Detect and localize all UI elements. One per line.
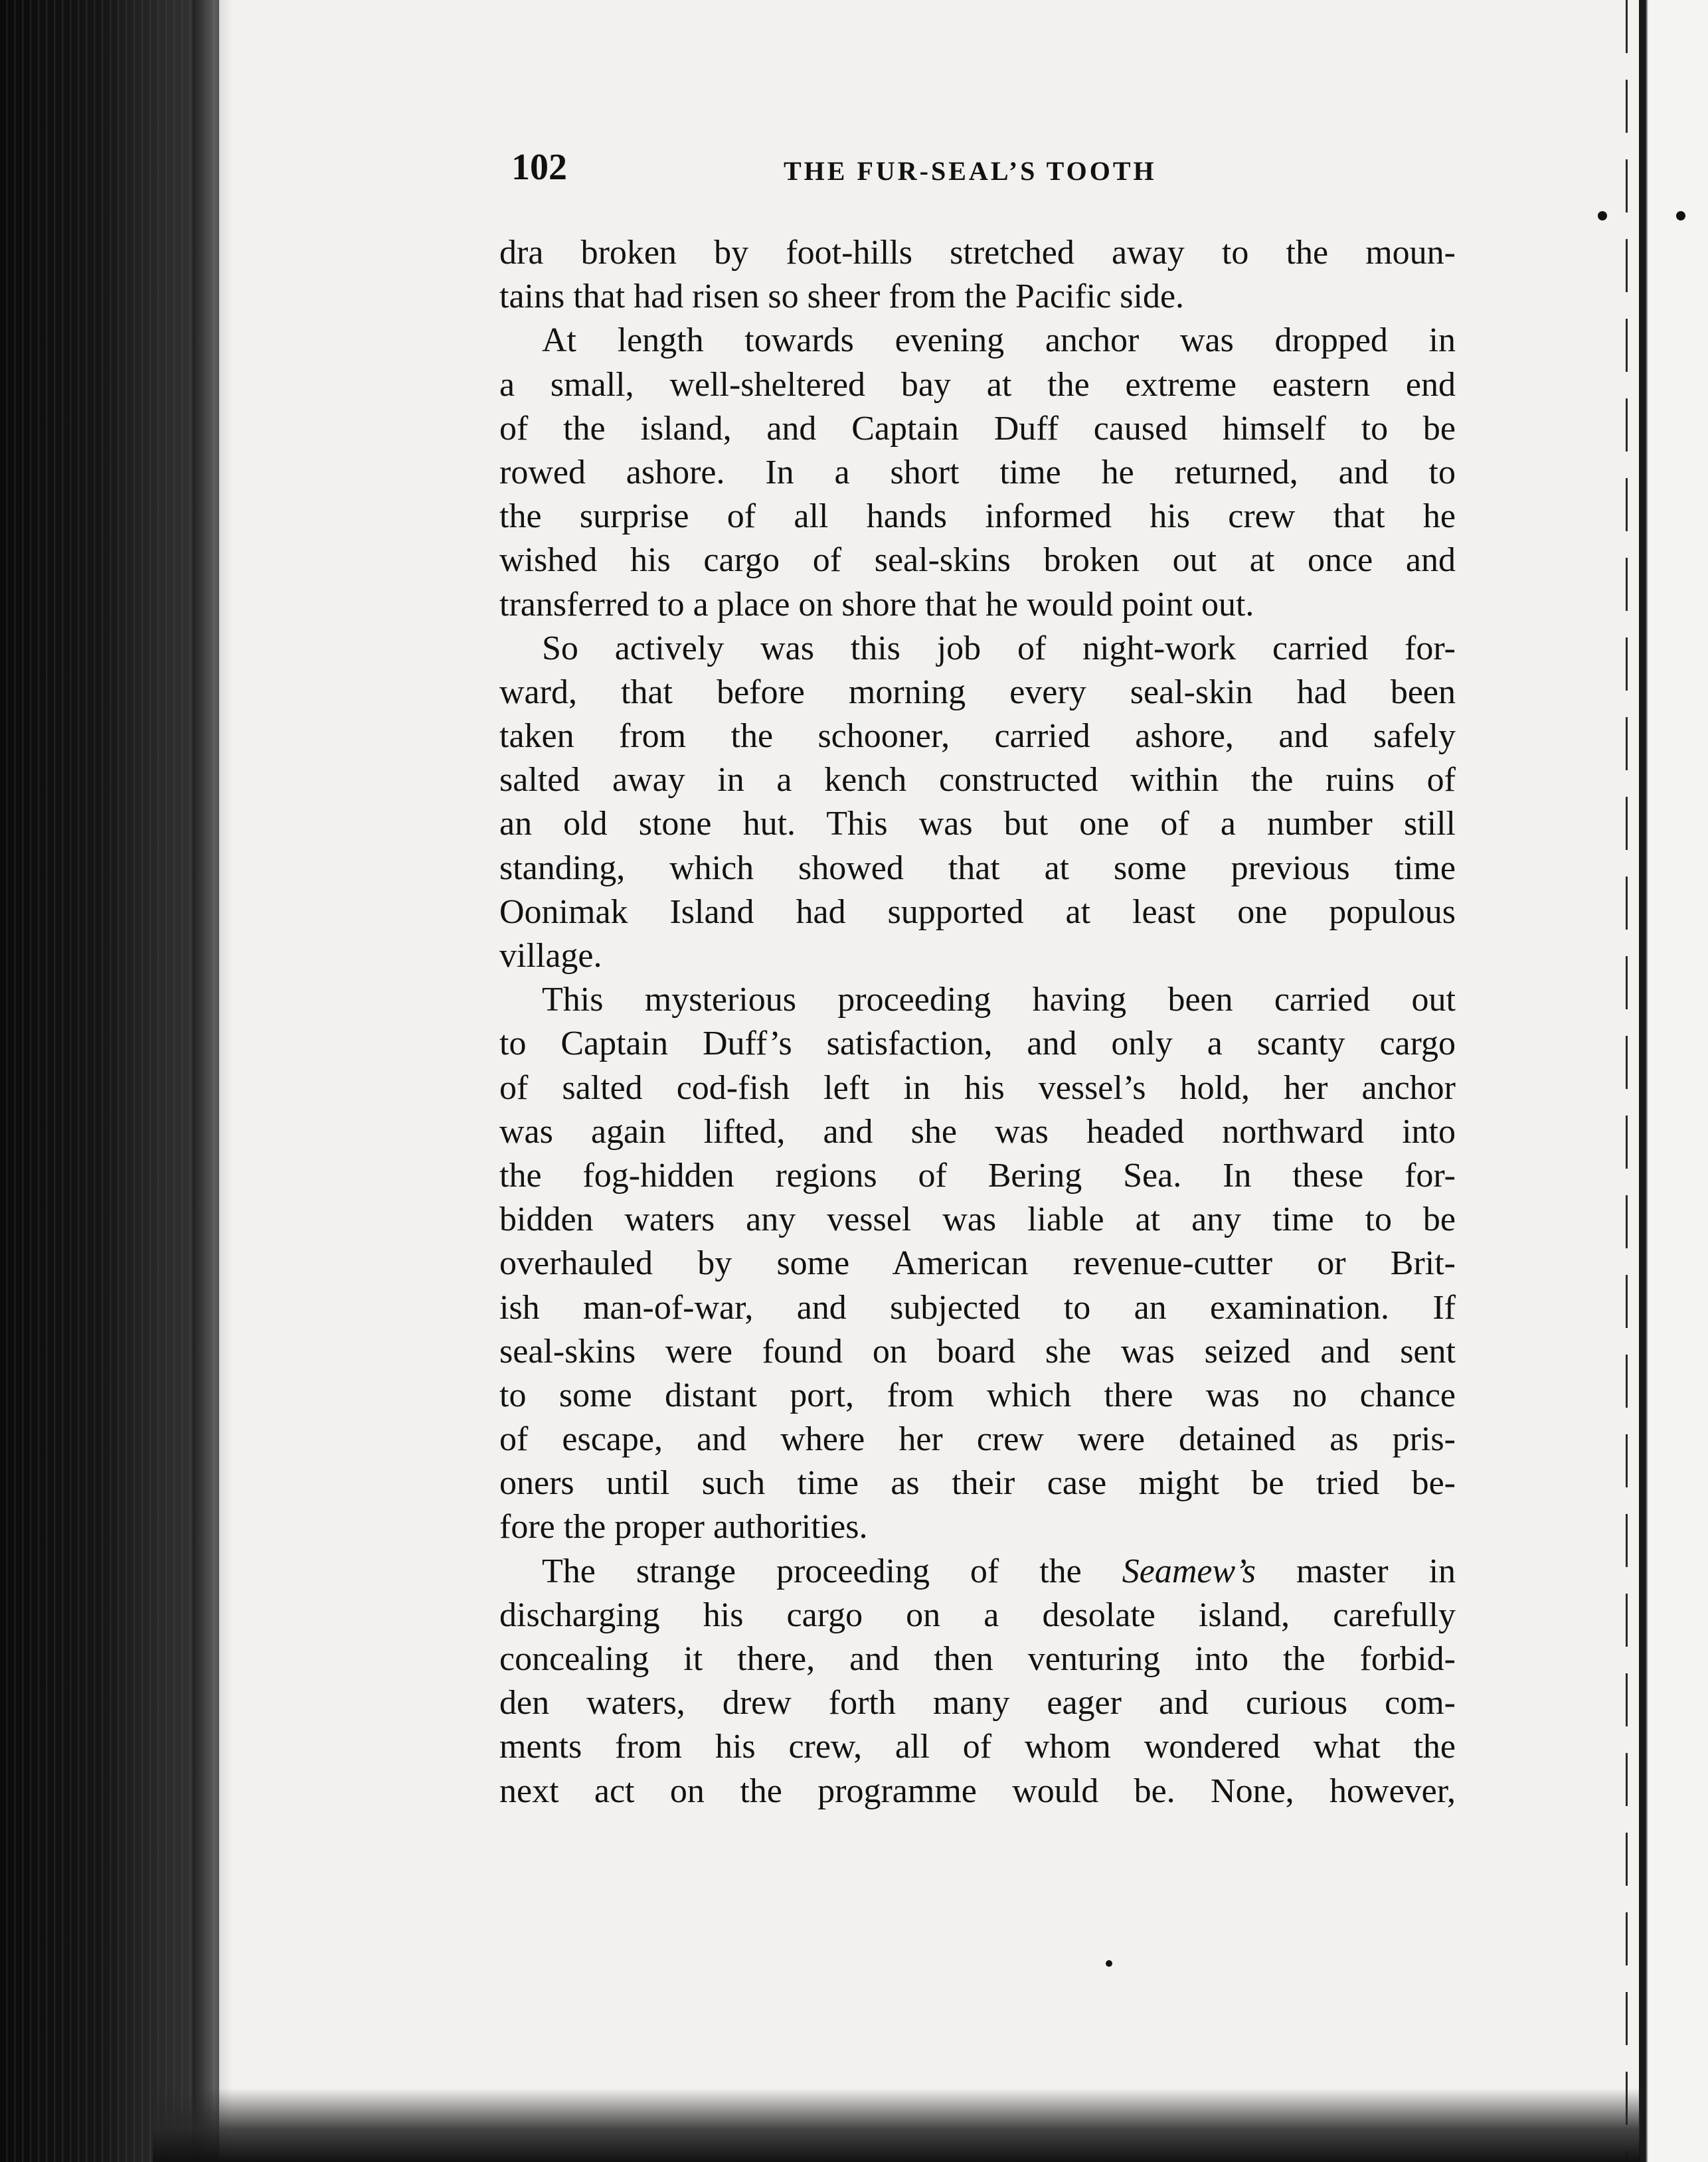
text-line-content: rowed ashore. In a short time he returned, and to xyxy=(499,453,1456,491)
text-line-content: seal-skins were found on board she was seized and sent xyxy=(499,1332,1456,1371)
text-line-content: ments from his crew, all of whom wondered what the xyxy=(499,1728,1456,1766)
text-line xyxy=(499,758,1456,802)
running-head: THE FUR-SEAL’S TOOTH xyxy=(784,156,1157,186)
italic-ship-name: Seamew’s xyxy=(1122,1552,1256,1590)
text-line-content: to some distant port, from which there was no chance xyxy=(499,1376,1456,1414)
text-line-content: tains that had risen so sheer from the Pacific side. xyxy=(499,278,1185,316)
ink-speck xyxy=(1676,211,1685,220)
text-line xyxy=(499,671,1456,714)
text-line xyxy=(499,802,1456,846)
text-line xyxy=(499,1725,1456,1769)
text-line xyxy=(499,890,1456,934)
text-line-content: wished his cargo of seal-skins broken out at once and xyxy=(499,541,1456,580)
text-line-content: At length towards evening anchor was dropped in xyxy=(542,321,1456,360)
text-line-content: salted away in a kench constructed within the ruins of xyxy=(499,761,1456,799)
text-line-continuation: master in xyxy=(1296,1552,1456,1590)
text-line-content: an old stone hut. This was but one of a number still xyxy=(499,805,1456,843)
text-line xyxy=(499,319,1456,363)
page-bottom-shadow xyxy=(153,2088,1640,2162)
text-line-content: was again lifted, and she was headed northward into xyxy=(499,1112,1456,1151)
text-line xyxy=(499,1286,1456,1330)
text-line xyxy=(499,495,1456,539)
page-header xyxy=(511,147,1454,194)
text-line-content: a small, well-sheltered bay at the extreme eastern end xyxy=(499,365,1456,404)
text-line xyxy=(499,934,1456,978)
text-line xyxy=(499,1461,1456,1505)
text-line-content: of salted cod-fish left in his vessel’s hold, her anchor xyxy=(499,1068,1456,1107)
text-line-content: ward, that before morning every seal-skin had been xyxy=(499,673,1456,711)
body-text xyxy=(499,231,1456,1813)
ink-speck xyxy=(1598,211,1607,220)
text-line-content: Oonimak Island had supported at least one populous xyxy=(499,892,1456,931)
text-line-content: ish man-of-war, and subjected to an examination. If xyxy=(499,1288,1456,1327)
text-line xyxy=(499,1022,1456,1066)
text-line-content: bidden waters any vessel was liable at any time to be xyxy=(499,1201,1456,1239)
text-line xyxy=(499,275,1456,319)
text-line-content: of the island, and Captain Duff caused himself to be xyxy=(499,409,1456,448)
text-line xyxy=(499,363,1456,407)
text-line xyxy=(499,1374,1456,1418)
text-line xyxy=(499,714,1456,758)
text-line-content: the fog-hidden regions of Bering Sea. In these for- xyxy=(499,1156,1456,1195)
text-line-content: overhauled by some American revenue-cutter or Brit- xyxy=(499,1244,1456,1283)
text-line-content: of escape, and where her crew were detained as pris- xyxy=(499,1420,1456,1459)
text-line xyxy=(499,451,1456,495)
text-line-content: village. xyxy=(499,937,602,975)
text-line-content: So actively was this job of night-work carried for- xyxy=(542,629,1456,667)
text-line-content: fore the proper authorities. xyxy=(499,1508,868,1546)
text-line xyxy=(499,1198,1456,1242)
text-line-content: to Captain Duff’s satisfaction, and only a scanty cargo xyxy=(499,1025,1456,1063)
text-line-content: taken from the schooner, carried ashore, and safely xyxy=(499,717,1456,756)
text-line xyxy=(499,1330,1456,1374)
text-line-content: the surprise of all hands informed his crew that he xyxy=(499,497,1456,536)
text-line xyxy=(499,583,1456,627)
text-line-content: discharging his cargo on a desolate island, carefully xyxy=(499,1596,1456,1634)
text-line xyxy=(499,539,1456,582)
text-line-content: dra broken by foot-hills stretched away to the moun- xyxy=(499,234,1456,272)
page-number: 102 xyxy=(511,147,567,188)
text-line xyxy=(499,1242,1456,1286)
page-gutter-shadow xyxy=(193,0,232,2162)
text-line-content: concealing it there, and then venturing into the forbid- xyxy=(499,1640,1456,1678)
text-line xyxy=(499,1681,1456,1725)
text-line xyxy=(499,1154,1456,1198)
text-line xyxy=(499,1110,1456,1154)
text-line-content: transferred to a place on shore that he would point out. xyxy=(499,585,1254,624)
text-line xyxy=(499,231,1456,275)
text-line xyxy=(499,1550,1456,1594)
text-line xyxy=(499,847,1456,890)
text-line xyxy=(499,1418,1456,1461)
text-line xyxy=(499,1594,1456,1637)
page-edge-line xyxy=(1626,0,1628,2162)
text-line-content: den waters, drew forth many eager and curious com- xyxy=(499,1684,1456,1722)
text-line xyxy=(499,1637,1456,1681)
text-line-content: next act on the programme would be. None, however, xyxy=(499,1772,1456,1810)
text-line xyxy=(499,627,1456,671)
text-line-content: oners until such time as their case might be tried be- xyxy=(499,1464,1456,1503)
text-line xyxy=(499,978,1456,1022)
text-line xyxy=(499,1066,1456,1110)
adjacent-page-edge xyxy=(1639,0,1708,2162)
text-line xyxy=(499,1770,1456,1813)
text-line-content: The strange proceeding of the xyxy=(542,1552,1082,1590)
text-line-content: This mysterious proceeding having been carried out xyxy=(542,981,1456,1019)
text-line xyxy=(499,1505,1456,1549)
book-spine xyxy=(0,0,219,2162)
text-line xyxy=(499,407,1456,451)
text-line-content: standing, which showed that at some previous time xyxy=(499,849,1456,887)
ink-speck xyxy=(1106,1960,1112,1967)
